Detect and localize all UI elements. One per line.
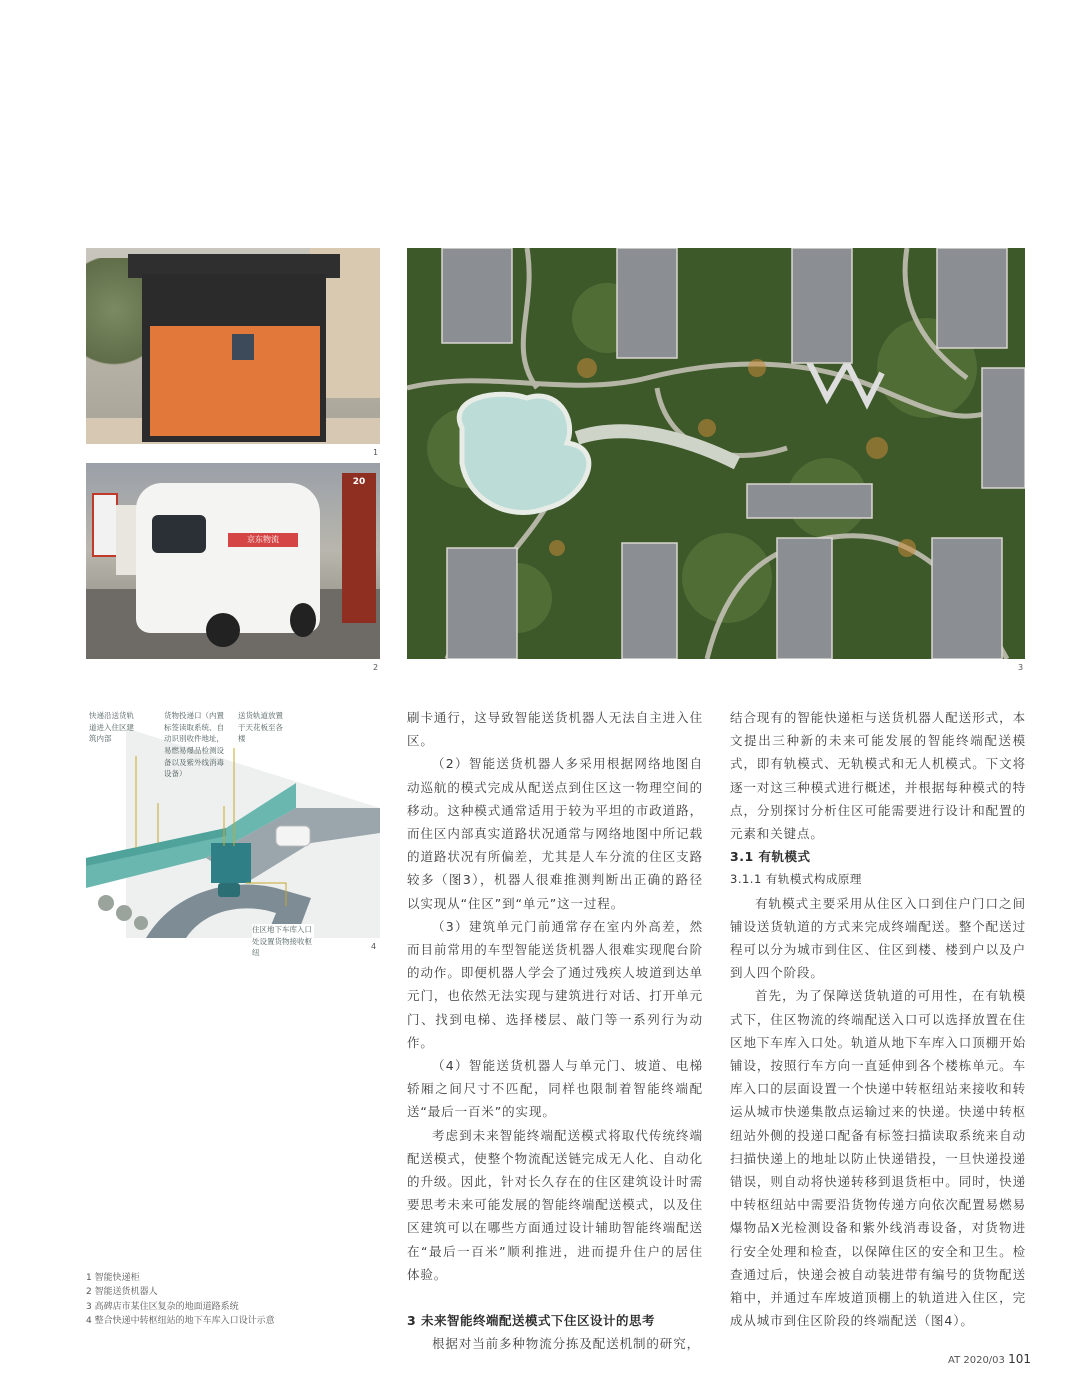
figure-2-robot-brand: 京东物流: [247, 535, 279, 544]
diagram-label-track-ceiling: 送货轨道放置于天花板至各楼: [238, 711, 283, 744]
paragraph: （3）建筑单元门前通常存在室内外高差，然而目前常用的车型智能送货机器人很难实现爬台阶的动作。即便机器人学会了通过残疾人坡道到达单元门，也依然无法实现与建筑进行对话、打开单元门、找到电梯、选择楼层、敲门等一系列行为动作。: [407, 918, 703, 1050]
paragraph: 刷卡通行，这导致智能送货机器人无法自主进入住区。: [407, 710, 703, 749]
subsubsection-heading: 3.1.1 有轨模式构成原理: [730, 872, 862, 887]
diagram-label-receiving-hub: 住区地下车库入口处设置货物接收枢纽: [252, 925, 312, 958]
paragraph: （2）智能送货机器人多采用根据网络地图自动巡航的模式完成从配送点到住区这一物理空间的移动。这种模式通常适用于较为平坦的市政道路，而住区内部真实道路状况通常与网络地图中所记载的道路状况有所偏差，尤其是人车分流的住区支路较多（图3），机器人很难推测判断出正确的路径以实现从“住区”到“单元”这一过程。: [407, 756, 703, 911]
diagram-label-track-into-building: 快递沿送货轨道进入住区建筑内部: [89, 711, 134, 744]
page-footer: [948, 1352, 1031, 1366]
journal-issue: AT 2020/03: [948, 1355, 1005, 1366]
diagram-label-delivery-inlet: 货物投递口（内置标签读取系统、自动识别收件地址，易燃易爆品检测设备以及紫外线消毒设备）: [164, 711, 224, 779]
figure-2-sign-text: 20: [352, 477, 366, 487]
figure-1-parcel-locker-photo: [86, 248, 380, 444]
figure-2-number: 2: [373, 663, 379, 672]
page-number: 101: [1008, 1352, 1031, 1366]
paragraph: 有轨模式主要采用从住区入口到住户门口之间铺设送货轨道的方式来完成终端配送。整个配送过程可以分为城市到住区、住区到楼、楼到户以及户到人四个阶段。: [730, 895, 1026, 981]
section-heading: 3 未来智能终端配送模式下住区设计的思考: [407, 1313, 656, 1329]
paragraph: 考虑到未来智能终端配送模式将取代传统终端配送模式，使整个物流配送链完成无人化、自动化的升级。因此，针对长久存在的住区建筑设计时需要思考未来可能发展的智能终端配送模式，以及住区建筑可以在哪些方面通过设计辅助智能终端配送在“最后一百米”顺利推进，进而提升住户的居住体验。: [407, 1127, 703, 1282]
caption: 1 智能快递柜: [86, 1273, 140, 1283]
figure-captions: [86, 1271, 275, 1329]
paragraph: 首先，为了保障送货轨道的可用性，在有轨模式下，住区物流的终端配送入口可以选择放置在住区地下车库入口处。轨道从地下车库入口顶棚开始铺设，按照行车方向一直延伸到各个楼栋单元。车库入口的层面设置一个快递中转枢纽站来接收和转运从城市快递集散点运输过来的快递。快递中转枢纽站外侧的投递口配备有标签扫描读取系统来自动扫描快递上的地址以防止快递错投，一旦快递投递错误，则自动将快递转移到退货柜中。同时，快递中转枢纽站中需要沿货物传递方向依次配置易燃易爆物品X光检测设备和紫外线消毒设备，对货物进行安全处理和检查，以保障住区的安全和卫生。检查通过后，快递会被自动装进带有编号的货物配送箱中，并通过车库坡道顶棚上的轨道进入住区，完成从城市到住区阶段的终端配送（图4）。: [730, 988, 1026, 1329]
paragraph: 结合现有的智能快递柜与送货机器人配送形式，本文提出三种新的未来可能发展的智能终端配送模式，即有轨模式、无轨模式和无人机模式。下文将逐一对这三种模式进行概述，并根据每种模式的特点，分别探讨分析住区可能需要进行设计和配置的元素和关键点。: [730, 710, 1026, 842]
figure-2-delivery-robot-photo: [86, 463, 380, 659]
figure-4-number: 4: [371, 942, 377, 951]
figure-3-number: 3: [1018, 663, 1024, 672]
figure-3-aerial-photo: [407, 248, 1025, 659]
paragraph: （4）智能送货机器人与单元门、坡道、电梯轿厢之间尺寸不匹配，同样也限制着智能终端配送“最后一百米”的实现。: [407, 1058, 703, 1120]
text-column-1: [407, 706, 703, 1355]
figure-1-number: 1: [373, 448, 379, 457]
figure-4-diagram: [86, 708, 380, 958]
text-column-2: [730, 706, 1026, 1332]
caption: 3 高碑店市某住区复杂的地面道路系统: [86, 1301, 239, 1312]
caption: 4 整合快递中转枢纽站的地下车库入口设计示意: [86, 1316, 275, 1327]
paragraph: 根据对当前多种物流分拣及配送机制的研究，: [432, 1336, 701, 1352]
subsection-heading: 3.1 有轨模式: [730, 849, 811, 865]
caption: 2 智能送货机器人: [86, 1287, 158, 1298]
